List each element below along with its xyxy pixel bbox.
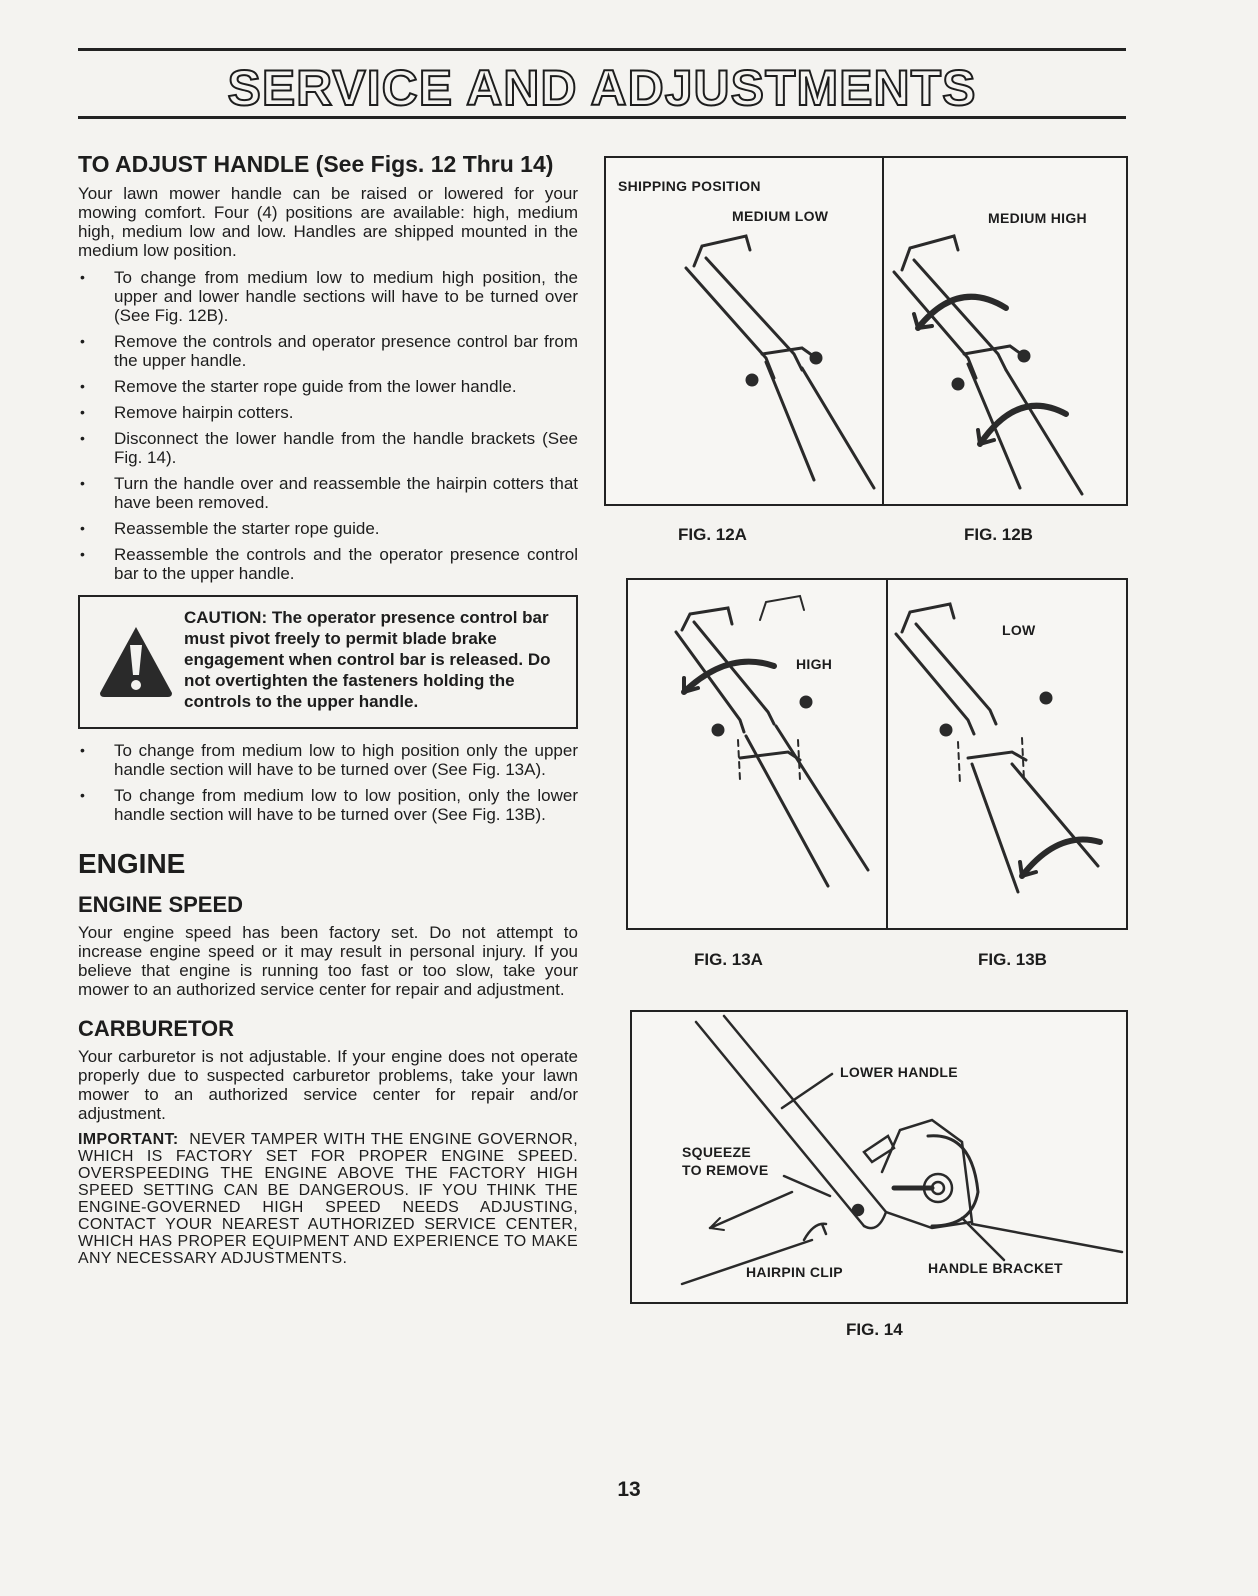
header-rule-top <box>78 48 1126 51</box>
list-item <box>78 519 578 538</box>
list-item <box>78 545 578 583</box>
carburetor-heading: CARBURETOR <box>78 1016 235 1041</box>
step-text: Turn the handle over and reassemble the hairpin cotters that have been removed. <box>114 474 578 512</box>
list-item <box>78 474 578 512</box>
important-text: NEVER TAMPER WITH THE ENGINE GOVERNOR, WHICH IS FACTORY SET FOR PROPER ENGINE SPEED. OVERSPEEDING THE ENGINE ABOVE THE FACTORY HIGH SPEED SETTING CAN BE DANGEROUS. IF YOU THINK THE ENGINE-GOVERNED HIGH SPEED NEEDS ADJUSTING, CONTACT YOUR NEAREST AUTHORIZED SERVICE CENTER, WHICH HAS PROPER EQUIPMENT AND EXPERIENCE TO MAKE ANY NECESSARY ADJUSTMENTS. <box>78 1131 578 1267</box>
step-text: Remove hairpin cotters. <box>114 403 294 422</box>
figure-12 <box>604 156 1128 506</box>
list-item <box>78 786 578 824</box>
step-text: Remove the controls and operator presence control bar from the upper handle. <box>114 332 578 370</box>
page-title: SERVICE AND ADJUSTMENTS <box>227 60 977 116</box>
squeeze-label: SQUEEZE <box>682 1144 752 1160</box>
step-text: Disconnect the lower handle from the handle brackets (See Fig. 14). <box>114 429 578 467</box>
list-item <box>78 429 578 467</box>
engine-heading: ENGINE <box>78 848 186 879</box>
caution-box <box>78 595 578 729</box>
bullet-icon: • <box>80 787 85 803</box>
step-text: To change from medium low to medium high position, the upper and lower handle sections will have to be turned over (See Fig. 12B). <box>114 268 578 325</box>
page-number: 13 <box>617 1478 641 1501</box>
fig-14-label: FIG. 14 <box>846 1320 903 1339</box>
lower-handle-label: LOWER HANDLE <box>840 1064 958 1080</box>
warning-icon <box>98 623 174 699</box>
handle-illustration-13 <box>628 580 1126 928</box>
list-item <box>78 268 578 325</box>
step-text: Reassemble the starter rope guide. <box>114 519 380 538</box>
bullet-icon: • <box>80 520 85 536</box>
left-column <box>78 150 578 1267</box>
handle-illustration-12 <box>606 158 1126 504</box>
hairpin-clip-label: HAIRPIN CLIP <box>746 1264 843 1280</box>
fig-12a-label: FIG. 12A <box>678 525 747 544</box>
bullet-icon: • <box>80 378 85 394</box>
bullet-icon: • <box>80 269 85 285</box>
handle-steps-2 <box>78 741 578 824</box>
step-text: Reassemble the controls and the operator presence control bar to the upper handle. <box>114 545 578 583</box>
bullet-icon: • <box>80 333 85 349</box>
list-item <box>78 377 578 396</box>
handle-intro: Your lawn mower handle can be raised or lowered for your mowing comfort. Four (4) positions are available: high, medium high, medium low and low. Handles are shipped mounted in the medium low position. <box>78 184 578 260</box>
figure-14 <box>630 1010 1128 1304</box>
low-label: LOW <box>1002 622 1036 638</box>
important-label: IMPORTANT: <box>78 1131 179 1148</box>
medium-low-label: MEDIUM LOW <box>732 208 829 224</box>
step-text: To change from medium low to low position, only the lower handle section will have to be turned over (See Fig. 13B). <box>114 786 578 824</box>
carburetor-text: Your carburetor is not adjustable. If your engine does not operate properly due to suspected carburetor problems, take your lawn mower to an authorized service center for repair and/or adjustment. <box>78 1047 578 1123</box>
list-item <box>78 403 578 422</box>
figure-13 <box>626 578 1128 930</box>
handle-steps <box>78 268 578 583</box>
fig-13b-label: FIG. 13B <box>978 950 1047 969</box>
important-notice <box>78 1131 578 1267</box>
step-text: To change from medium low to high position only the upper handle section will have to be turned over (See Fig. 13A). <box>114 741 578 779</box>
list-item <box>78 741 578 779</box>
engine-speed-heading: ENGINE SPEED <box>78 892 244 917</box>
bracket-illustration-14 <box>632 1012 1126 1302</box>
bullet-icon: • <box>80 475 85 491</box>
engine-speed-text: Your engine speed has been factory set. Do not attempt to increase engine speed or it may result in personal injury. If you believe that engine is running too fast or too slow, take your mower to an authorized service center for repair and adjustment. <box>78 923 578 999</box>
bullet-icon: • <box>80 430 85 446</box>
list-item <box>78 332 578 370</box>
fig-12b-label: FIG. 12B <box>964 525 1033 544</box>
bullet-icon: • <box>80 742 85 758</box>
high-label: HIGH <box>796 656 833 672</box>
caution-text: CAUTION: The operator presence control bar must pivot freely to permit blade brake engagement when control bar is released. Do not overtighten the fasteners holding the controls to the upper handle. <box>184 608 551 711</box>
fig-13a-label: FIG. 13A <box>694 950 763 969</box>
header-rule-bottom <box>78 116 1126 119</box>
handle-heading: TO ADJUST HANDLE (See Figs. 12 Thru 14) <box>78 151 554 177</box>
shipping-position-label: SHIPPING POSITION <box>618 178 761 194</box>
to-remove-label: TO REMOVE <box>682 1162 769 1178</box>
bullet-icon: • <box>80 404 85 420</box>
medium-high-label: MEDIUM HIGH <box>988 210 1087 226</box>
handle-bracket-label: HANDLE BRACKET <box>928 1260 1063 1276</box>
bullet-icon: • <box>80 546 85 562</box>
step-text: Remove the starter rope guide from the lower handle. <box>114 377 517 396</box>
